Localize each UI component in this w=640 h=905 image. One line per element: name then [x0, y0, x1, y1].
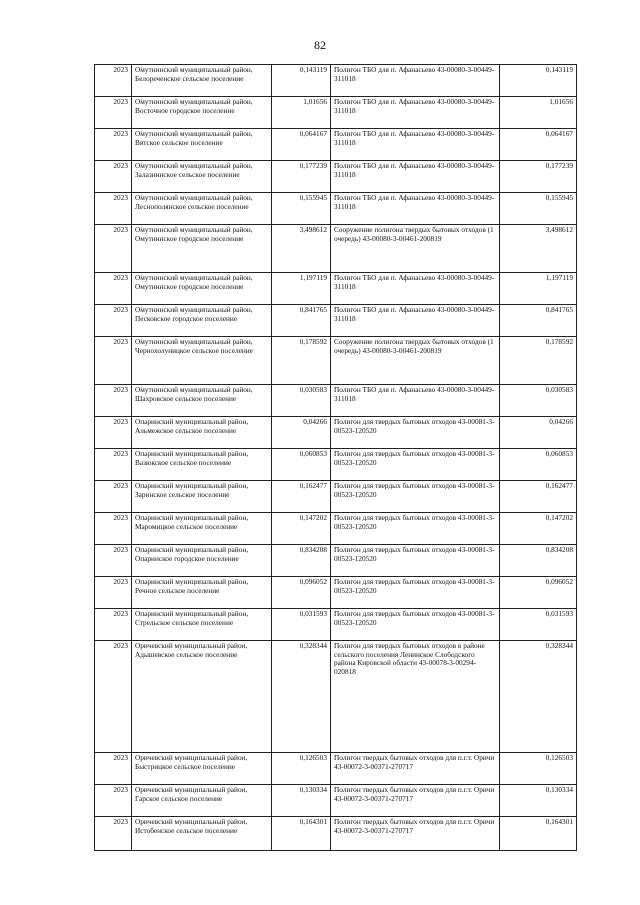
cell-result: 0,096052	[500, 577, 577, 609]
cell-disposal-object: Полигон для твердых бытовых отходов 43-00081-3-00523-120520	[331, 545, 500, 577]
cell-value: 0,060853	[272, 449, 331, 481]
cell-year: 2023	[95, 161, 132, 193]
cell-year: 2023	[95, 273, 132, 305]
cell-result: 0,126503	[500, 753, 577, 785]
table-row	[95, 545, 577, 577]
cell-year: 2023	[95, 385, 132, 417]
table-row	[95, 225, 577, 273]
cell-municipality: Оричевский муниципальный район, Истобенское сельское поселение	[132, 817, 272, 851]
cell-value: 3,498612	[272, 225, 331, 273]
cell-value: 0,064167	[272, 129, 331, 161]
cell-result: 0,155945	[500, 193, 577, 225]
cell-disposal-object: Полигон твердых бытовых отходов для п.г.т. Оричи 43-00072-3-00371-270717	[331, 753, 500, 785]
cell-municipality: Опаринский муниципальный район, Заринское сельское поселение	[132, 481, 272, 513]
cell-municipality: Омутнинский муниципальный район, Восточное городское поселение	[132, 97, 272, 129]
cell-year: 2023	[95, 193, 132, 225]
cell-disposal-object: Полигон ТБО для п. Афанасьево 43-00080-3-00449-311018	[331, 129, 500, 161]
cell-value: 0,155945	[272, 193, 331, 225]
cell-result: 1,197119	[500, 273, 577, 305]
cell-municipality: Оричевский муниципальный район, Адышевское сельское поселение	[132, 641, 272, 753]
cell-value: 0,130334	[272, 785, 331, 817]
cell-year: 2023	[95, 609, 132, 641]
cell-result: 0,164301	[500, 817, 577, 851]
cell-value: 0,841765	[272, 305, 331, 337]
table-row	[95, 273, 577, 305]
table-row	[95, 337, 577, 385]
cell-result: 0,178592	[500, 337, 577, 385]
cell-disposal-object: Полигон для твердых бытовых отходов 43-00081-3-00523-120520	[331, 481, 500, 513]
cell-municipality: Опаринский муниципальный район, Опаринское городское поселение	[132, 545, 272, 577]
cell-disposal-object: Полигон ТБО для п. Афанасьево 43-00080-3-00449-311018	[331, 305, 500, 337]
cell-year: 2023	[95, 97, 132, 129]
cell-disposal-object: Полигон ТБО для п. Афанасьево 43-00080-3-00449-311018	[331, 273, 500, 305]
cell-municipality: Омутнинский муниципальный район, Вятское сельское поселение	[132, 129, 272, 161]
cell-disposal-object: Полигон твердых бытовых отходов для п.г.т. Оричи 43-00072-3-00371-270717	[331, 785, 500, 817]
cell-municipality: Опаринский муниципальный район, Альмежское сельское поселение	[132, 417, 272, 449]
cell-year: 2023	[95, 305, 132, 337]
cell-municipality: Омутнинский муниципальный район, Леснополянское сельское поселение	[132, 193, 272, 225]
cell-municipality: Оричевский муниципальный район, Гарское сельское поселение	[132, 785, 272, 817]
cell-result: 1,01656	[500, 97, 577, 129]
cell-municipality: Опаринский муниципальный район, Вазюкское сельское поселение	[132, 449, 272, 481]
cell-result: 0,834208	[500, 545, 577, 577]
cell-result: 0,162477	[500, 481, 577, 513]
cell-year: 2023	[95, 753, 132, 785]
table-row	[95, 129, 577, 161]
cell-disposal-object: Полигон для твердых бытовых отходов 43-00081-3-00523-120520	[331, 513, 500, 545]
table-row	[95, 577, 577, 609]
cell-result: 0,130334	[500, 785, 577, 817]
cell-municipality: Омутнинский муниципальный район, Залазнинское сельское поселение	[132, 161, 272, 193]
cell-disposal-object: Полигон для твердых бытовых отходов 43-00081-3-00523-120520	[331, 449, 500, 481]
cell-result: 3,498612	[500, 225, 577, 273]
cell-result: 0,143119	[500, 65, 577, 97]
cell-value: 0,143119	[272, 65, 331, 97]
cell-result: 0,04266	[500, 417, 577, 449]
cell-municipality: Опаринский муниципальный район, Речное сельское поселение	[132, 577, 272, 609]
cell-year: 2023	[95, 481, 132, 513]
cell-year: 2023	[95, 449, 132, 481]
cell-municipality: Омутнинский муниципальный район, Песковское городское поселение	[132, 305, 272, 337]
cell-result: 0,147202	[500, 513, 577, 545]
cell-disposal-object: Полигон для твердых бытовых отходов 43-00081-3-00523-120520	[331, 417, 500, 449]
cell-value: 1,01656	[272, 97, 331, 129]
cell-year: 2023	[95, 577, 132, 609]
cell-value: 0,04266	[272, 417, 331, 449]
cell-year: 2023	[95, 785, 132, 817]
cell-year: 2023	[95, 129, 132, 161]
cell-result: 0,030583	[500, 385, 577, 417]
cell-value: 0,030583	[272, 385, 331, 417]
cell-disposal-object: Полигон ТБО для п. Афанасьево 43-00080-3-00449-311018	[331, 97, 500, 129]
cell-disposal-object: Полигон ТБО для п. Афанасьево 43-00080-3-00449-311018	[331, 161, 500, 193]
cell-year: 2023	[95, 337, 132, 385]
table-row	[95, 641, 577, 753]
cell-value: 0,328344	[272, 641, 331, 753]
cell-year: 2023	[95, 225, 132, 273]
cell-year: 2023	[95, 65, 132, 97]
cell-disposal-object: Сооружение полигона твердых бытовых отходов (1 очередь) 43-00080-3-00461-200819	[331, 225, 500, 273]
cell-municipality: Омутнинский муниципальный район, Белореченское сельское поселение	[132, 65, 272, 97]
table-row	[95, 97, 577, 129]
cell-municipality: Омутнинский муниципальный район, Шахровское сельское поселение	[132, 385, 272, 417]
cell-municipality: Опаринский муниципальный район, Стрельское сельское поселение	[132, 609, 272, 641]
cell-value: 0,147202	[272, 513, 331, 545]
cell-result: 0,841765	[500, 305, 577, 337]
cell-value: 0,031593	[272, 609, 331, 641]
page-number: 82	[314, 38, 326, 52]
table-row	[95, 161, 577, 193]
table-row	[95, 65, 577, 97]
cell-disposal-object: Полигон твердых бытовых отходов для п.г.т. Оричи 43-00072-3-00371-270717	[331, 817, 500, 851]
cell-value: 0,126503	[272, 753, 331, 785]
cell-year: 2023	[95, 641, 132, 753]
cell-value: 0,834208	[272, 545, 331, 577]
waste-distribution-table	[94, 64, 577, 851]
cell-municipality: Оричевский муниципальный район, Быстрицкое сельское поселение	[132, 753, 272, 785]
cell-year: 2023	[95, 545, 132, 577]
table-row	[95, 305, 577, 337]
cell-municipality: Омутнинский муниципальный район, Омутнинское городское поселение	[132, 273, 272, 305]
table-row	[95, 385, 577, 417]
cell-result: 0,177239	[500, 161, 577, 193]
cell-disposal-object: Сооружение полигона твердых бытовых отходов (1 очередь) 43-00080-3-00461-200819	[331, 337, 500, 385]
cell-disposal-object: Полигон ТБО для п. Афанасьево 43-00080-3-00449-311018	[331, 385, 500, 417]
table-row	[95, 481, 577, 513]
table-row	[95, 817, 577, 851]
cell-municipality: Опаринский муниципальный район, Маромицкое сельское поселение	[132, 513, 272, 545]
cell-result: 0,328344	[500, 641, 577, 753]
cell-year: 2023	[95, 513, 132, 545]
cell-value: 0,178592	[272, 337, 331, 385]
table-row	[95, 193, 577, 225]
cell-disposal-object: Полигон для твердых бытовых отходов в районе сельского поселения Ленинское Слободского района Кировской области 43-00078-3-00294-020818	[331, 641, 500, 753]
cell-value: 0,177239	[272, 161, 331, 193]
cell-value: 0,164301	[272, 817, 331, 851]
table-row	[95, 753, 577, 785]
cell-disposal-object: Полигон для твердых бытовых отходов 43-00081-3-00523-120520	[331, 609, 500, 641]
cell-value: 0,096052	[272, 577, 331, 609]
cell-result: 0,060853	[500, 449, 577, 481]
cell-municipality: Омутнинский муниципальный район, Чернохолуницкое сельское поселение	[132, 337, 272, 385]
cell-year: 2023	[95, 417, 132, 449]
table-row	[95, 417, 577, 449]
table-row	[95, 449, 577, 481]
table-row	[95, 609, 577, 641]
cell-value: 1,197119	[272, 273, 331, 305]
table-row	[95, 513, 577, 545]
cell-year: 2023	[95, 817, 132, 851]
table-row	[95, 785, 577, 817]
cell-result: 0,064167	[500, 129, 577, 161]
cell-result: 0,031593	[500, 609, 577, 641]
cell-value: 0,162477	[272, 481, 331, 513]
cell-disposal-object: Полигон ТБО для п. Афанасьево 43-00080-3-00449-311018	[331, 65, 500, 97]
cell-disposal-object: Полигон ТБО для п. Афанасьево 43-00080-3-00449-311018	[331, 193, 500, 225]
cell-municipality: Омутнинский муниципальный район, Омутнинское городское поселение	[132, 225, 272, 273]
cell-disposal-object: Полигон для твердых бытовых отходов 43-00081-3-00523-120520	[331, 577, 500, 609]
